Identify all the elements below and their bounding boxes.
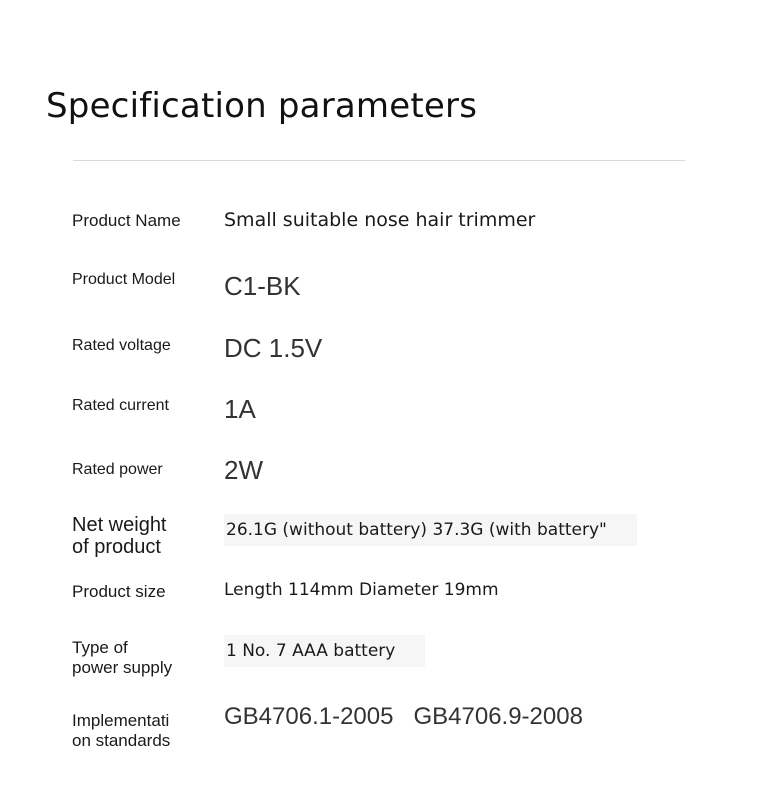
divider <box>73 160 685 161</box>
spec-label-line: Implementati <box>72 711 170 730</box>
spec-value: 1 No. 7 AAA battery <box>224 635 425 667</box>
spec-label: Rated voltage <box>72 337 171 354</box>
spec-label <box>72 514 167 558</box>
spec-label-line: Type of <box>72 638 128 657</box>
spec-value: DC 1.5V <box>224 333 323 363</box>
spec-value: Length 114mm Diameter 19mm <box>224 580 499 600</box>
page-title: Specification parameters <box>46 86 478 126</box>
spec-label-line: power supply <box>72 658 173 677</box>
spec-label-line: of product <box>72 536 161 558</box>
spec-label: Rated power <box>72 461 163 478</box>
spec-value: Small suitable nose hair trimmer <box>224 209 536 231</box>
spec-value: 26.1G (without battery) 37.3G (with battery" <box>224 514 637 546</box>
spec-label <box>72 711 170 751</box>
spec-label <box>72 638 172 678</box>
spec-label: Product size <box>72 582 166 601</box>
spec-value: 1A <box>224 394 256 424</box>
spec-label: Rated current <box>72 397 169 414</box>
spec-value: 2W <box>224 455 263 485</box>
spec-label: Product Name <box>72 211 181 230</box>
spec-label-line: on standards <box>72 731 171 750</box>
spec-value: GB4706.1-2005 GB4706.9-2008 <box>224 703 583 730</box>
spec-value: C1-BK <box>224 271 301 301</box>
spec-label-line: Net weight <box>72 514 167 536</box>
spec-label: Product Model <box>72 271 176 288</box>
